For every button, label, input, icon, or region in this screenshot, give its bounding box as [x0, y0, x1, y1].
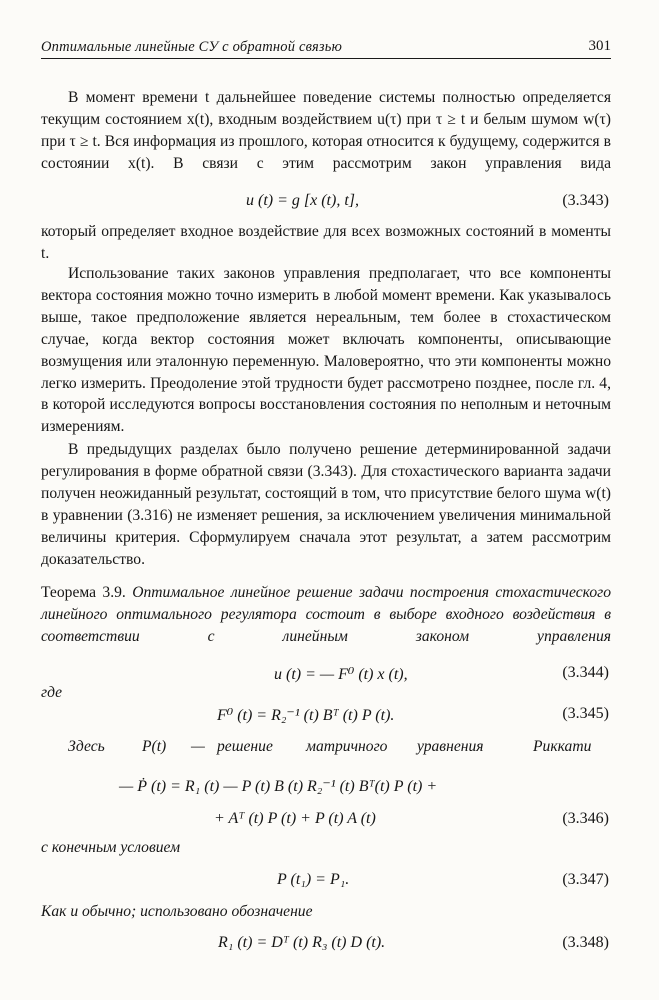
paragraph-2: который определяет входное воздействие для всех возможных состояний в моменты t.: [41, 223, 611, 262]
equation-3-348-number: (3.348): [562, 934, 609, 951]
running-header: [41, 38, 611, 59]
equation-3-345: [41, 705, 611, 729]
riccati-intro-word-1: Здесь: [68, 738, 105, 755]
theorem-3-9: [41, 582, 611, 648]
notation-text: Как и обычно; использовано обозначение: [41, 903, 313, 920]
equation-3-343-formula: u (t) = g [x (t), t],: [246, 192, 359, 209]
equation-3-347-formula: P (t₁) = P₁.: [277, 871, 350, 888]
equation-3-346-line-2-formula: + Aᵀ (t) P (t) + P (t) A (t): [214, 810, 376, 827]
equation-3-348-formula: R₁ (t) = Dᵀ (t) R₃ (t) D (t).: [218, 934, 386, 951]
page-number: 301: [588, 38, 611, 54]
paragraph-3: Использование таких законов управления предполагает, что все компоненты вектора состояния можно точно измерить в любой момент времени. Как указывалось выше, такое предположение является нереальным, тем более в стохастическом случае, когда вектор состояния может включать компоненты, описывающие возмущения или эталонную переменную. Маловероятно, что эти компоненты можно легко измерить. Преодоление этой трудности будет рассмотрено позднее, после гл. 4, в которой исследуются вопросы восстановления состояния по неполным и неточным измерениям.: [41, 265, 611, 436]
equation-3-344-number: (3.344): [562, 664, 609, 681]
riccati-intro-word-3: —: [191, 738, 205, 755]
equation-3-346-number: (3.346): [562, 810, 609, 827]
equation-3-343: [41, 192, 611, 216]
equation-3-345-formula: F⁰ (t) = R₂⁻¹ (t) Bᵀ (t) P (t).: [217, 707, 395, 724]
equation-3-344-formula: u (t) = — F⁰ (t) x (t),: [274, 666, 408, 683]
final-condition-text: с конечным условием: [41, 839, 181, 856]
equation-3-344: [41, 664, 611, 688]
riccati-intro-word-2: P(t): [142, 738, 167, 755]
paragraph-1: В момент времени t дальнейшее поведение системы полностью определяется текущим состоянием x(t), входным воздействием u(τ) при τ ≥ t и белым шумом w(τ) при τ ≥ t. Вся информация из прошлого, которая относится к будущему, содержится в состоянии x(t). В связи с этим рассмотрим закон управления вида: [41, 89, 611, 172]
equation-3-348: [41, 934, 611, 958]
header-title: Оптимальные линейные СУ с обратной связью: [41, 39, 342, 55]
riccati-intro-word-7: Риккати: [533, 738, 592, 755]
paragraph-4: В предыдущих разделах было получено решение детерминированной задачи регулирования в форме обратной связи (3.343). Для стохастического варианта задачи получен неожиданный результат, состоящий в том, что присутствие белого шума w(t) в уравнении (3.316) не изменяет решения, за исключением увеличения минимальной величины критерия. Сформулируем сначала этот результат, а затем рассмотрим доказательство.: [41, 441, 611, 568]
where-word: где: [41, 684, 63, 701]
equation-3-346-line-1: [41, 776, 611, 800]
equation-3-347: [41, 871, 611, 895]
equation-3-347-number: (3.347): [562, 871, 609, 888]
equation-3-346-line-1-formula: — Ṗ (t) = R₁ (t) — P (t) B (t) R₂⁻¹ (t) Bᵀ(t) P (t) +: [119, 778, 438, 795]
theorem-text: Оптимальное линейное решение задачи построения стохастического линейного оптимального регулятора состоит в выборе входного воздействия в соответствии с линейным законом управления: [41, 584, 611, 645]
equation-3-346-line-2: [41, 810, 611, 834]
riccati-intro-word-6: уравнения: [417, 738, 484, 755]
equation-3-343-number: (3.343): [562, 192, 609, 209]
riccati-intro-word-4: решение: [217, 738, 273, 755]
theorem-label: Теорема 3.9.: [41, 584, 126, 601]
equation-3-345-number: (3.345): [562, 705, 609, 722]
riccati-intro-word-5: матричного: [306, 738, 388, 755]
